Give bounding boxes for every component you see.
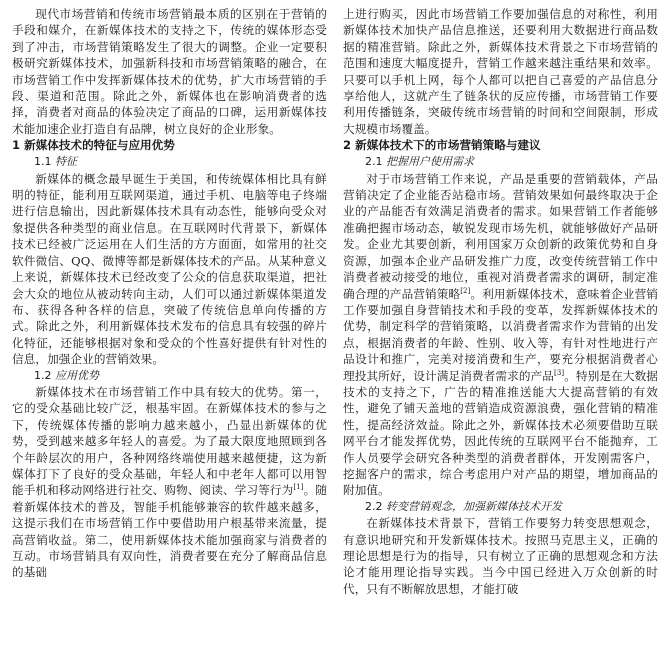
marketing-concept-paragraph: 在新媒体技术背景下，营销工作要努力转变思想观念，有意识地研究和开发新媒体技术。按照马克思主义，正确的理论思想是行为的指导，只有树立了正确的思想观念和方法论才能用理论指导实践。当今中国已经进入万众创新的时代，只有不断解放思想，才能打破 xyxy=(343,516,658,596)
citation-ref: [3] xyxy=(554,368,565,377)
subsection-number: 2.2 xyxy=(365,499,383,513)
paragraph-text: 新媒体技术在市场营销工作中具有较大的优势。第一，它的受众基础比较广泛，根基牢固。在新媒体技术的参与之下，传统媒体传播的影响力越来越小，凸显出新媒体的优势，受到越来越多年轻人的喜爱。为了最大限度地照顾到各个年龄层次的用户，各种网络终端使用越来越便捷，这为新媒体打下了良好的受众基础，年轻人和中老年人都可以用智能手机和移动网络进行社交、购物、阅读、学习等行为 xyxy=(12,384,327,498)
left-column xyxy=(12,6,327,651)
subsection-number: 1.2 xyxy=(34,368,52,382)
subsection-1-2-heading xyxy=(12,368,327,384)
subsection-title: 特征 xyxy=(55,155,77,169)
user-needs-paragraph xyxy=(343,171,658,499)
continued-paragraph: 上进行购买，因此市场营销工作要加强信息的对称性，利用新媒体技术加快产品信息推送，还要利用大数据进行商品数据的精准营销。除此之外，新媒体技术背景之下市场营销的范围和速度大幅度提升，营销工作越来越注重结果和效率。只要可以手机上网，每个人都可以把自己喜爱的产品信息分享给他人，这就产生了链条状的反应传播，市场营销工作要利用传播链条，突破传统市场营销的时间和空间限制，形成大规模市场覆盖。 xyxy=(343,7,658,136)
subsection-2-1-heading xyxy=(343,154,658,170)
subsection-title: 转变营销观念，加强新媒体技术开发 xyxy=(386,499,562,513)
subsection-title: 把握用户使用需求 xyxy=(386,155,474,169)
paragraph-text: 。随着新媒体技术的普及，智能手机能够兼容的软件越来越多，这提示我们在市场营销工作中要借助用户根基带来流量，提高营销收益。第二，使用新媒体技术能加强商家与消费者的互动。市场营销具有双向性，消费者要在充分了解商品信息的基础 xyxy=(12,483,328,580)
subsection-number: 1.1 xyxy=(34,155,52,169)
right-column xyxy=(343,6,658,651)
paragraph-text: 对于市场营销工作来说，产品是重要的营销载体，产品营销决定了企业能否站稳市场。营销效果如何最终取决于企业的产品能否有效满足消费者的需求。如果营销工作者能够准确把握市场动态，敏锐发现市场先机，就能够做好产品研发。企业尤其要创新，利用国家万众创新的政策优势和自身资源，加强本企业产品研发推广力度，改变传统营销工作中消费者被动接受的地位，重视对消费者需求的调研，制定准确合理的产品营销策略 xyxy=(343,171,658,301)
features-paragraph: 新媒体的概念最早诞生于美国，和传统媒体相比具有鲜明的特征，能利用互联网渠道，通过手机、电脑等电子终端进行信息输出，因此新媒体技术具有动态性，能够向受众对象提供各种类型的商业信息。在互联网时代背景下，新媒体技术已经被广泛运用在人们生活的方方面面，如常用的社交软件微信、QQ、微博等都是新媒体技术的产品。从某种意义上来说，新媒体技术已经改变了公众的信息获取渠道，把社会大众的地位从被动转向主动，人们可以通过新媒体渠道发布、获得各种各样的信息，突破了传统信息单向传播的方式。除此之外，利用新媒体技术发布的信息具有较强的碎片化特征，还能够根据对象和受众的个性喜好提供有针对性的信息，加强企业的营销效果。 xyxy=(12,171,327,367)
intro-paragraph: 现代市场营销和传统市场营销最本质的区别在于营销的手段和媒介，在新媒体技术的支持之下，传统的媒体形态受到了冲击，市场营销策略发生了很大的调整。企业一定要积极研究新媒体技术，加强新科技和市场营销策略的融合，在市场营销工作中发挥新媒体技术的优势，扩大市场营销的手段、渠道和范围。除此之外，新媒体也在影响消费者的选择，消费者对商品的体验决定了商品的口碑，运用新媒体技术能加速企业打造自有品牌，树立良好的企业形象。 xyxy=(12,7,327,136)
section-1-heading: 1 新媒体技术的特征与应用优势 xyxy=(12,138,175,153)
paragraph-text: 。特别是在大数据技术的支持之下，广告的精准推送能大大提高营销的有效性，避免了铺天盖地的营销造成资源浪费，强化营销的精准性，提高经济效益。除此之外，新媒体技术必须要借助互联网平台才能发挥优势，因此传统的互联网平台不能抛弃，工作人员要学会研究各种类型的消费者群体，开发刚需客户，挖掘客户的需求，综合考虑用户对产品的期望，增加商品的附加值。 xyxy=(343,368,658,498)
citation-ref: [1] xyxy=(293,483,304,492)
citation-ref: [2] xyxy=(460,286,471,295)
advantages-paragraph xyxy=(12,384,327,581)
section-2-heading: 2 新媒体技术下的市场营销策略与建议 xyxy=(343,138,541,153)
subsection-2-2-heading xyxy=(343,499,658,515)
subsection-1-1-heading xyxy=(12,154,327,170)
subsection-number: 2.1 xyxy=(365,155,383,169)
subsection-title: 应用优势 xyxy=(55,368,99,382)
paragraph-text: 。利用新媒体技术，意味着企业营销工作要加强自身营销技术和手段的变革，发挥新媒体技术的优势，制定科学的营销策略，以消费者需求作为营销的出发点，根据消费者的年龄、性别、收入等，有针对性地进行产品设计和推广，完美对接消费和生产，要充分根据消费者心理投其所好，设计满足消费者需求的产品 xyxy=(343,286,658,383)
